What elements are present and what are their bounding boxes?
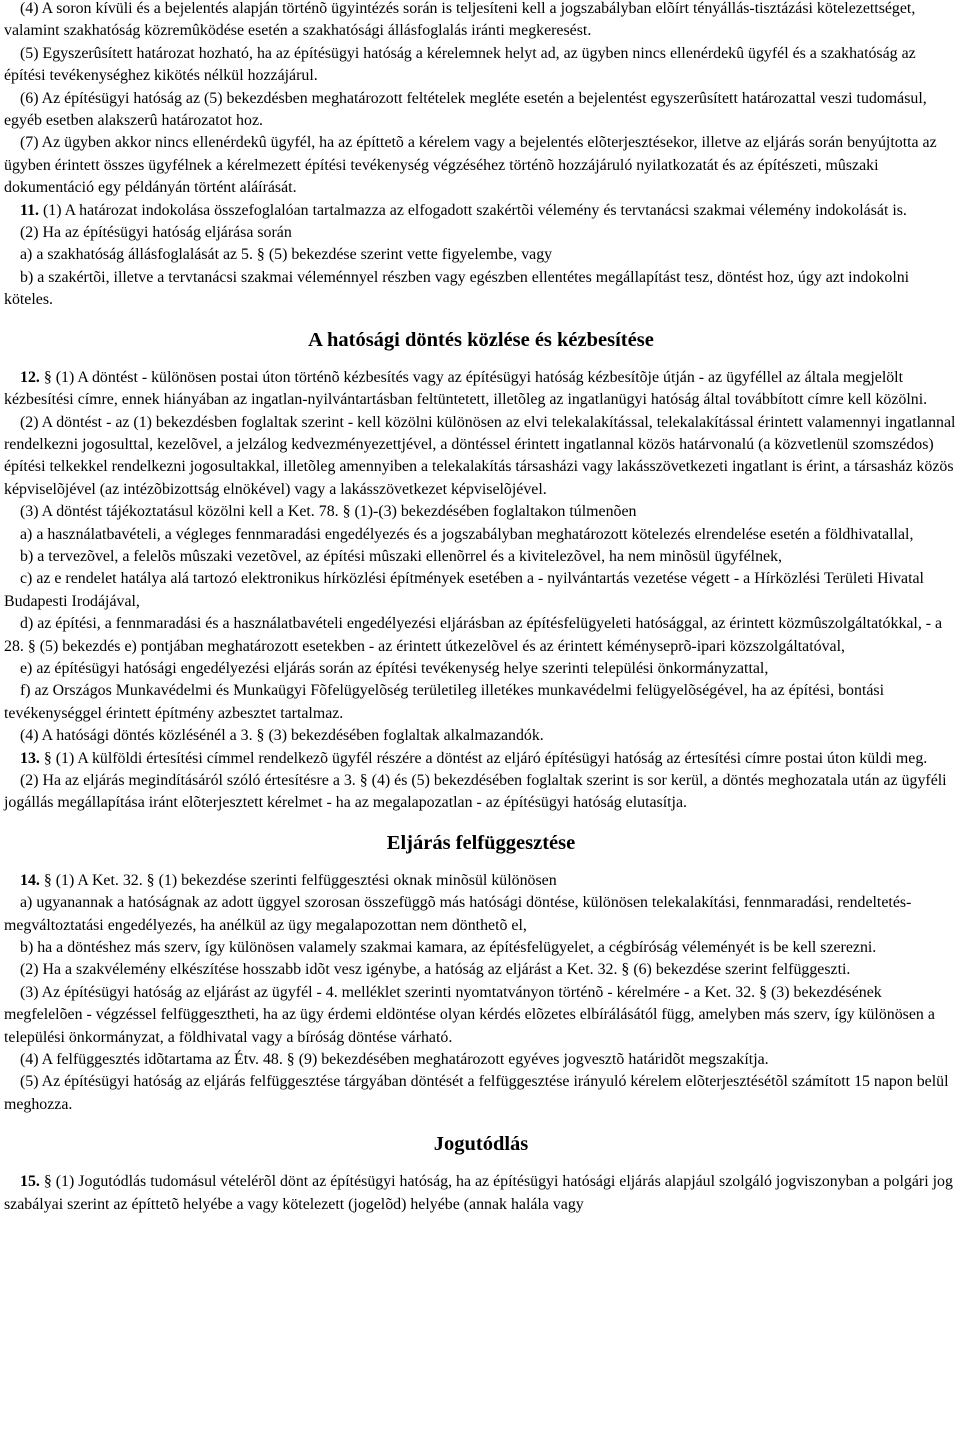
section-12-para-4: (4) A hatósági döntés közlésénél a 3. § (3) bekezdésében foglaltak alkalmazandók. [20,727,544,745]
section-13-first [4,748,958,770]
section-number-13: 13. [20,749,40,767]
section-number-11: 11. [20,201,39,219]
paragraph-6: (6) Az építésügyi hatóság az (5) bekezdésben meghatározott feltételek megléte esetén a bejelentést egyszerûsített határozattal veszi tudomásul, egyéb esetben alakszerû határozatot hoz. [4,89,927,130]
section-11-para-2: (2) Ha az építésügyi hatóság eljárása során [20,224,292,242]
section-12-item-a: a) a használatbavételi, a végleges fennmaradási engedélyezés és a jogszabályban meghatározott kötelezés elrendelése esetén a földhivatallal, [20,525,914,543]
section-number-12: 12. [20,368,40,386]
section-11-text: (1) A határozat indokolása összefoglalóan tartalmazza az elfogadott szakértõi vélemény és tervtanácsi szakmai vélemény indokolását is. [39,201,907,219]
paragraph-7: (7) Az ügyben akkor nincs ellenérdekû ügyfél, ha az építtetõ a kérelem vagy a bejelentés elõterjesztésekor, illetve az eljárás során benyújtotta az ügyben érintett összes ügyfélnek a kérelmezett építési tevékenység végzéséhez történõ hozzájáruló nyilatkozatát és az építészeti, mûszaki dokumentáció egy példányán történt aláírását. [4,134,937,197]
section-15-text: § (1) Jogutódlás tudomásul vételérõl dönt az építésügyi hatóság, ha az építésügyi hatósági eljárás alapjául szolgáló jogviszonyban a polgári jog szabályai szerint az építtetõ helyébe a vagy kötelezett (jogelõd) helyébe (annak halála vagy [4,1173,953,1213]
section-14-first [4,870,958,892]
section-14-text: § (1) A Ket. 32. § (1) bekezdése szerinti felfüggesztési oknak minõsül különösen [39,871,557,889]
section-12-item-c: c) az e rendelet hatálya alá tartozó elektronikus hírközlési építmények esetében a - nyilvántartás vezetése végett - a Hírközlési Területi Hivatal Budapesti Irodájával, [4,570,924,610]
heading-hatosagi-dontes-kozlese: A hatósági döntés közlése és kézbesítése [308,328,654,351]
section-12-first [4,367,958,412]
section-13-para-2: (2) Ha az eljárás megindításáról szóló értesítésre a 3. § (4) és (5) bekezdésében foglaltak szerint is sor kerül, a döntés meghozatala után az ügyféli jogállás megállapítása iránt elõterjesztett kérelmet - ha az megalapozatlan - az építésügyi hatóság elutasítja. [4,772,947,812]
section-14-para-3: (3) Az építésügyi hatóság az eljárást az ügyfél - 4. melléklet szerinti nyomtatványon történõ - kérelmére - a Ket. 32. § (3) bekezdésének megfelelõen - végzéssel felfüggesztheti, ha az ügy érdemi eldöntése olyan kérdés elõzetes elbírálásától függ, amelyben más szerv, így különösen a települési önkormányzat, a földhivatal vagy a bíróság döntése várható. [4,983,935,1046]
paragraph-4: (4) A soron kívüli és a bejelentés alapján történõ ügyintézés során is teljesíteni kell a jogszabályban elõírt tényállás-tisztázási kötelezettséget, valamint szakhatóság közremûködése esetén a szakhatósági állásfoglalás iránti megkeresést. [4,0,916,40]
section-12-item-e: e) az építésügyi hatósági engedélyezési eljárás során az építési tevékenység helye szerinti települési önkormányzattal, [20,659,769,677]
section-12-item-b: b) a tervezõvel, a felelõs mûszaki vezetõvel, az építési mûszaki ellenõrrel és a kivitelezõvel, ha nem minõsül ügyfélnek, [20,547,783,565]
section-number-15: 15. [20,1173,40,1191]
section-11-first [4,200,958,222]
section-13-text: § (1) A külföldi értesítési címmel rendelkezõ ügyfél részére a döntést az eljáró építésügyi hatóság az értesítési címre postai úton küldi meg. [39,749,928,767]
paragraph-5: (5) Egyszerûsített határozat hozható, ha az építésügyi hatóság a kérelemnek helyt ad, az ügyben nincs ellenérdekû ügyfél és a szakhatóság az építési tevékenységhez kikötés nélkül hozzájárul. [4,44,916,85]
section-14-item-a: a) ugyanannak a hatóságnak az adott üggyel szorosan összefüggõ más hatósági döntése, különösen telekalakítási, fennmaradási, rendeltetés-megváltoztatási engedélyezés, ha anélkül az ügy megalapozottan nem dönthetõ el, [4,894,912,934]
section-12-item-f: f) az Országos Munkavédelmi és Munkaügyi Fõfelügyelõség területileg illetékes munkavédelmi felügyelõségével, ha az építési, bontási tevékenységgel érintett építmény azbesztet tartalmaz. [4,682,885,722]
section-12-para-2: (2) A döntést - az (1) bekezdésben foglaltak szerint - kell közölni különösen az elvi telekalakítással, telekalakítással érintett valamennyi ingatlannal rendelkezni jogosulttal, kezelõvel, a jelzálog kedvezményezettjével, a döntéssel érintett ingatlannal közös határvonalú (a közvetlenül szomszédos) építési telkekkel rendelkezni jogosultakkal, illetõleg amennyiben a telekalakítás társasházi vagy lakásszövetkezeti ingatlant is érint, a társasház közös képviselõjével (az intézõbizottság elnökével) vagy a lakásszövetkezet képviselõjével. [4,413,956,498]
section-14-item-b: b) ha a döntéshez más szerv, így különösen valamely szakmai kamara, az építésfelügyelet, a cégbíróság véleményét is be kell szerezni. [20,939,877,957]
heading-jogutodlas: Jogutódlás [433,1133,529,1156]
section-11-item-b: b) a szakértõi, illetve a tervtanácsi szakmai véleménnyel részben vagy egészben ellentétes megállapítást tesz, döntést hoz, úgy azt indokolni köteles. [4,268,910,309]
section-14-para-2: (2) Ha a szakvélemény elkészítése hosszabb idõt vesz igénybe, a hatóság az eljárást a Ket. 32. § (6) bekezdése szerint felfüggeszti. [20,961,851,979]
document-body [4,0,958,1216]
section-12-para-3: (3) A döntést tájékoztatásul közölni kell a Ket. 78. § (1)-(3) bekezdésében foglaltakon túlmenõen [20,503,637,521]
section-11-item-a: a) a szakhatóság állásfoglalását az 5. § (5) bekezdése szerint vette figyelembe, vagy [20,246,553,264]
section-15-first [4,1171,958,1216]
heading-eljaras-felfuggesztese: Eljárás felfüggesztése [386,831,576,854]
section-12-text: § (1) A döntést - különösen postai úton történõ kézbesítés vagy az építésügyi hatóság kézbesítõje útján - az ügyféllel az általa megjelölt kézbesítési címre, ennek hiányában az ingatlan-nyilvántartásban feltüntetett, illetõleg az ingatlanügyi hatóság által továbbított címre kell közölni. [4,368,928,409]
section-14-para-5: (5) Az építésügyi hatóság az eljárás felfüggesztése tárgyában döntését a felfüggesztése irányuló kérelem elõterjesztésétõl számított 15 napon belül meghozza. [4,1073,949,1113]
section-12-item-d: d) az építési, a fennmaradási és a használatbavételi engedélyezési eljárásban az építésfelügyeleti hatósággal, az érintett közmûszolgáltatókkal, - a 28. § (5) bekezdés e) pontjában meghatározott esetekben - az érintett útkezelõvel és az érintett kéményseprõ-ipari közszolgáltatóval, [4,615,943,655]
section-number-14: 14. [20,871,40,889]
section-14-para-4: (4) A felfüggesztés idõtartama az Étv. 48. § (9) bekezdésében meghatározott egyéves jogvesztõ határidõt megszakítja. [20,1051,769,1069]
